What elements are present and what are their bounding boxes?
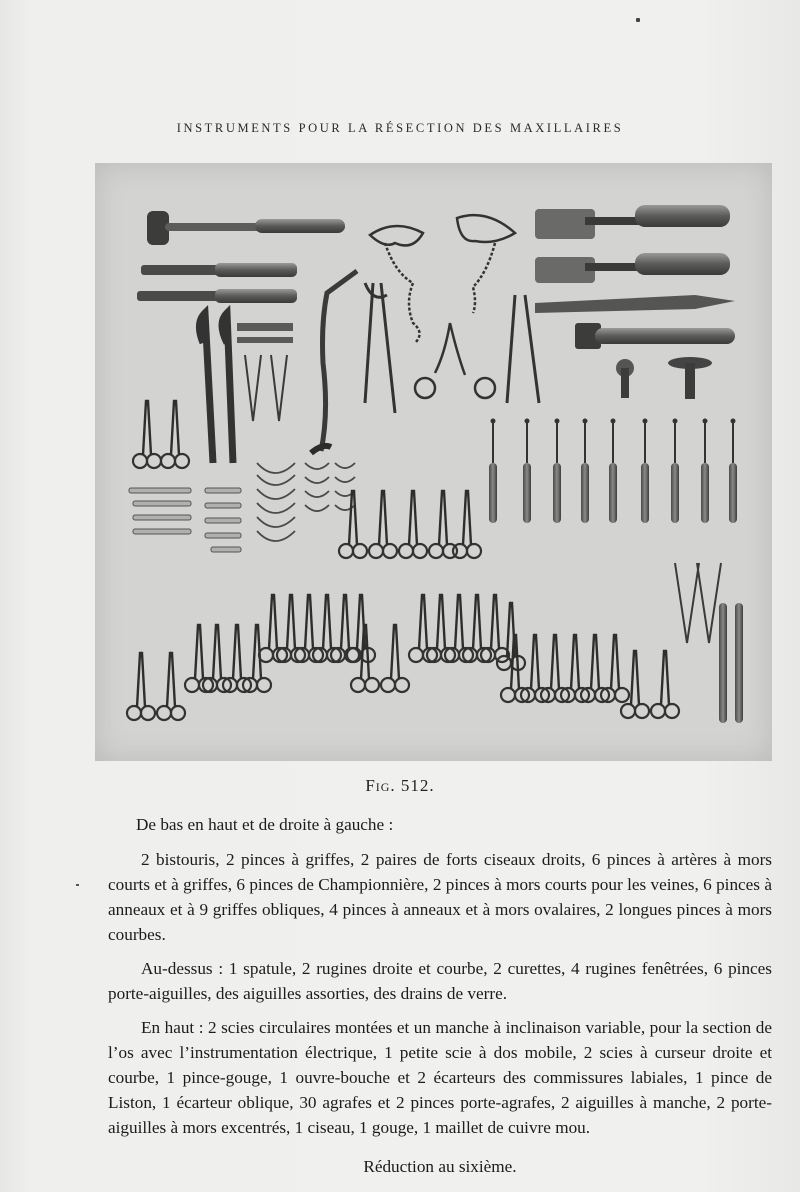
bone-forceps-icon [365,283,395,413]
surgical-instruments-illustration [95,163,772,761]
print-mark [636,18,640,22]
reduction-note: Réduction au sixième. [363,1157,517,1176]
glass-drains-icon [129,488,241,552]
legend-intro: De bas en haut et de droite à gauche : [136,815,394,834]
figure-plate [95,163,772,761]
needles-icon [257,463,355,541]
saw-icon [535,205,735,399]
figure-caption: Fig. 512. [365,776,435,795]
liston-forceps-icon [507,295,539,403]
figure-legend-text [108,812,772,1188]
mallet-icon [147,211,345,245]
print-speck [76,884,79,886]
legend-paragraph-bottom-row: 2 bistouris, 2 pinces à griffes, 2 paires de forts ciseaux droits, 6 pinces à artères à mors courts et à griffes, 6 pinces de Championnière, 2 pinces à mors courts pour les veines, 6 pinces à anneaux et à 9 griffes obliques, 4 pinces à anneaux et à mors ovalaires, 2 longues pinces à mors courbes. [108,850,772,944]
legend-paragraph-middle-row: Au-dessus : 1 spatule, 2 rugines droite et courbe, 2 curettes, 4 rugines fenêtrées, 6 pinces porte-aiguilles, des aiguilles assorties, des drains de verre. [108,959,772,1003]
running-head: INSTRUMENTS POUR LA RÉSECTION DES MAXILLAIRES [176,121,624,135]
legend-paragraph-top-row: En haut : 2 scies circulaires montées et un manche à inclinaison variable, pour la section de l’os avec l’instrumentation électrique, 1 petite scie à dos mobile, 2 scies à curseur droite et courbe, 1 pince-gouge, 1 ouvre-bouche et 2 écarteurs des commissures labiales, 1 pince de Liston, 1 écarteur oblique, 30 agrafes et 2 pinces porte-agrafes, 2 aiguilles à manche, 2 porte-aiguilles à mors excentrés, 1 ciseau, 1 gouge, 1 maillet de cuivre mou. [108,1018,772,1137]
